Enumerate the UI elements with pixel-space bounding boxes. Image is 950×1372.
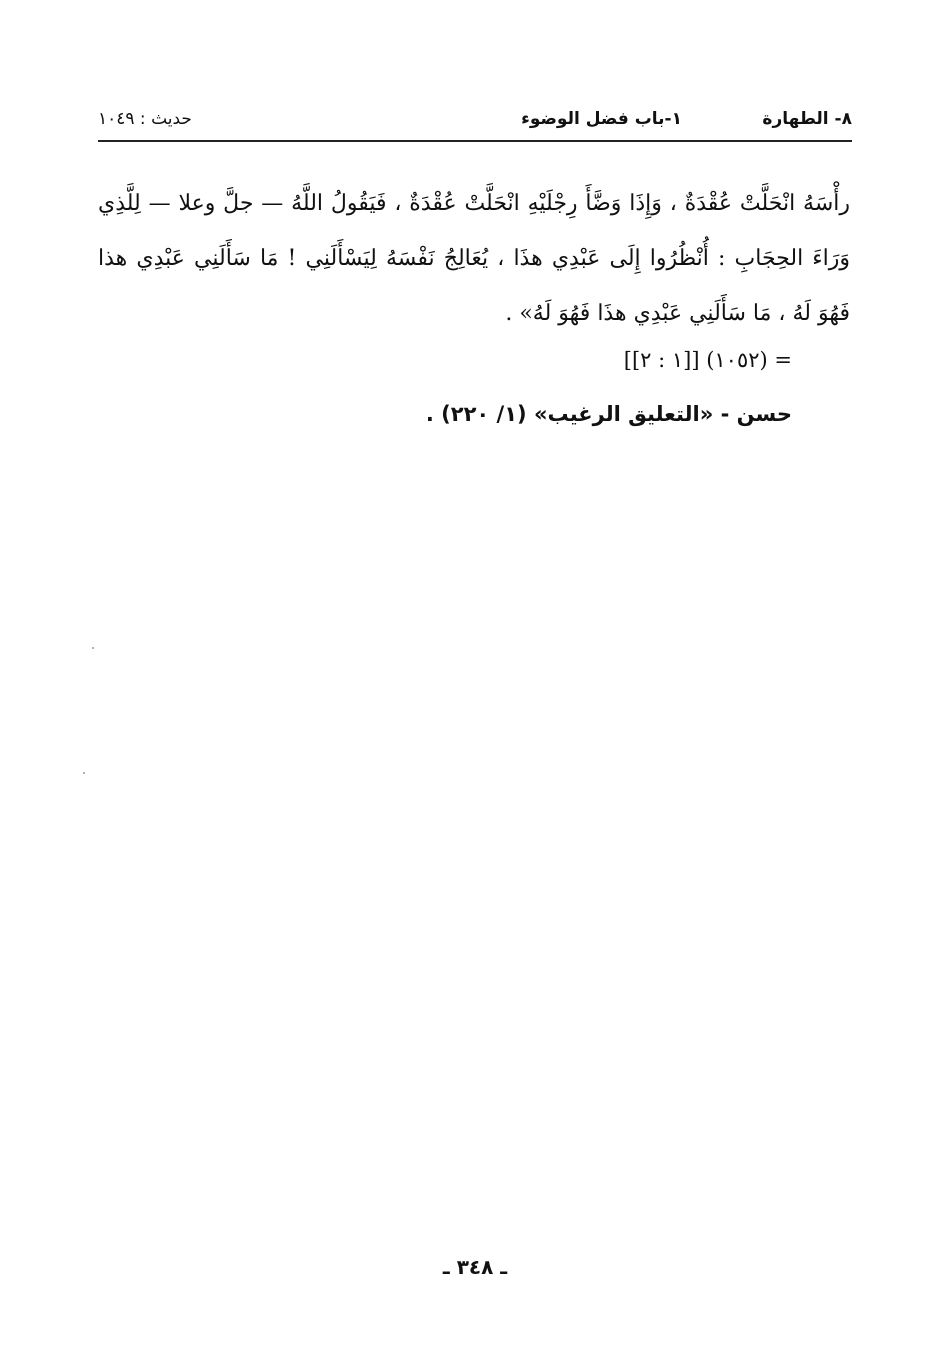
cross-reference: = (١٠٥٢) [[١ : ٢]] [623,348,792,372]
page-number: ـ ٣٤٨ ـ [442,1255,508,1279]
hadith-text: رأْسَهُ انْحَلَّتْ عُقْدَةٌ ، وَإِذَا وَضَّأَ رِجْلَيْهِ انْحَلَّتْ عُقْدَةٌ ، فَيَقُولُ اللَّهُ — جلَّ وعلا — لِلَّذِي وَرَاءَ الحِجَابِ : أُنْظُرُوا إِلَى عَبْدِي هذَا ، يُعَالِجُ نَفْسَهُ لِيَسْأَلَنِي ! مَا سَأَلَنِي عَبْدِي هذا فَهُوَ لَهُ ، مَا سَأَلَنِي عَبْدِي هذَا فَهُوَ لَهُ» . [98,191,851,326]
scan-speck [83,772,85,774]
running-header [98,104,852,134]
header-divider [98,140,852,142]
section-title: ١-باب فضل الوضوء [521,109,682,129]
scan-speck [92,647,94,649]
hadith-grading: حسن - «التعليق الرغيب» (١/ ٢٢٠) . [425,402,792,426]
hadith-number: حديث : ١٠٤٩ [98,109,192,129]
chapter-title: ٨- الطهارة [762,109,852,129]
